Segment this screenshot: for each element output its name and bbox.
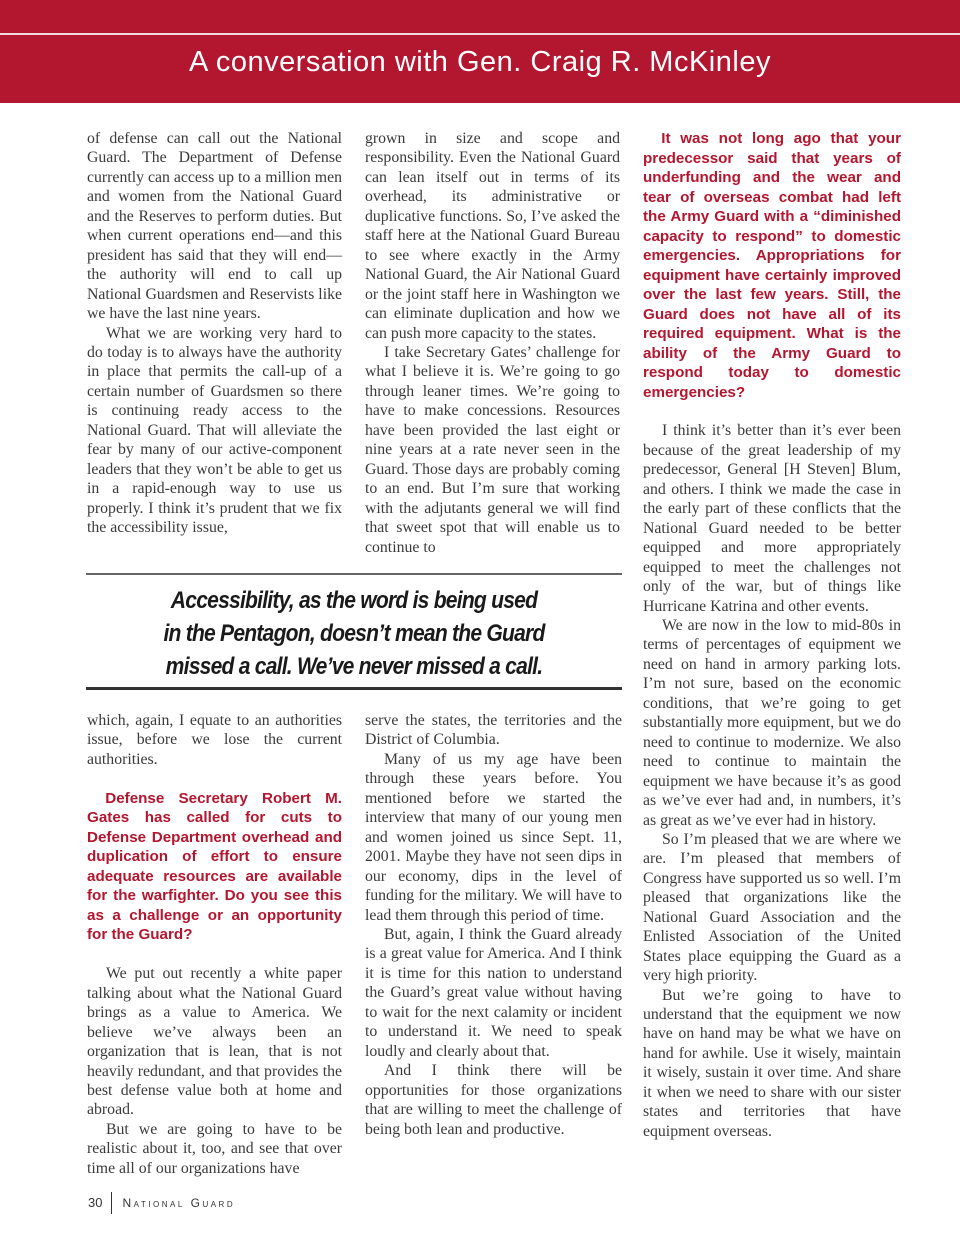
paragraph: And I think there will be opportunities for those organizations that are willing to meet the challenge of being both lean and productive. (365, 1062, 622, 1138)
column-3 (643, 129, 901, 1141)
paragraph: We are now in the low to mid-80s in terms of percentages of equipment we need on hand in armory parking lots. I’m not sure, based on the economic conditions, that we’re going to get substantially more equipment, but we do need to continue to modernize. We also need to continue to maintain the equipment we have because it’s as good as we’ve ever had and, in numbers, it’s as great as we’ve ever had in history. (643, 616, 901, 829)
column-2-top (365, 129, 620, 557)
page-footer (88, 1192, 235, 1214)
paragraph: But, again, I think the Guard already is a great value for America. And I think it is time for this nation to understand the Guard’s great value without having to wait for the next calamity or incident to understand it. We need to speak loudly and clearly about that. (365, 925, 622, 1060)
column-1-bottom (87, 711, 342, 1178)
pull-quote-bottom-rule (86, 687, 622, 690)
pull-quote-line: in the Pentagon, doesn’t mean the Guard (163, 620, 545, 647)
paragraph: grown in size and scope and responsibility. Even the National Guard can lean itself out in terms of its overhead, its administrative or duplicative functions. So, I’ve asked the staff here at the National Guard Bureau to see where exactly in the Army National Guard, the Air National Guard or the joint staff here in Washington we can eliminate duplication and how we can push more capacity to the states. (365, 130, 620, 342)
pull-quote-line: Accessibility, as the word is being used (170, 587, 538, 614)
pull-quote (124, 584, 585, 683)
paragraph: I take Secretary Gates’ challenge for what I believe it is. We’re going to go through leaner times. We’re going to have to make concessions. Resources have been provided the last eight or nine years at a rate never seen in the Guard. Those days are probably coming to an end. But I’m sure that working with the adjutants general we will find that sweet spot that will enable us to continue to (365, 343, 620, 556)
column-2-bottom (365, 711, 622, 1139)
paragraph: So I’m pleased that we are where we are. I’m pleased that members of Congress have supported us so well. I’m pleased that organizations like the National Guard Association and the Enlisted Association of the United States place equipping the Guard as a very high priority. (643, 830, 901, 985)
interview-question: Defense Secretary Robert M. Gates has called for cuts to Defense Department overhead and duplication of effort to ensure adequate resources are available for the warfighter. Do you see this as a challenge or an opportunity for the Guard? (87, 789, 342, 944)
pull-quote-line: missed a call. We’ve never missed a call. (165, 653, 543, 680)
column-1-top (87, 129, 342, 538)
page-title: A conversation with Gen. Craig R. McKinley (189, 46, 771, 78)
magazine-name: National Guard (122, 1196, 236, 1210)
footer-divider (111, 1192, 112, 1214)
paragraph: I think it’s better than it’s ever been because of the great leadership of my predecessor, General [H Steven] Blum, and others. I think we made the case in the early part of these conflicts that the National Guard needed to be better equipped and more appropriately equipped to meet the challenges not only of the war, but of things like Hurricane Katrina and other events. (643, 422, 901, 615)
header-divider (0, 33, 960, 35)
paragraph: which, again, I equate to an authorities issue, before we lose the current authorities. (87, 712, 342, 768)
page-number: 30 (88, 1195, 103, 1210)
paragraph: We put out recently a white paper talking about what the National Guard brings as a value to America. We believe we’ve always been an organization that is lean, that is not heavily redundant, and that provides the best defense value both at home and abroad. (87, 965, 342, 1119)
interview-question: It was not long ago that your predecessor said that years of underfunding and the wear and tear of overseas combat had left the Army Guard with a “diminished capacity to respond” to domestic emergencies. Appropriations for equipment have certainly improved over the last few years. Still, the Guard does not have all of its required equipment. What is the ability of the Army Guard to respond today to domestic emergencies? (643, 130, 901, 401)
paragraph: serve the states, the territories and the District of Columbia. (365, 712, 622, 749)
paragraph: Many of us my age have been through these years before. You mentioned before we started the interview that many of our young men and women joined us since Sept. 11, 2001. Maybe they have not seen dips in our economy, dips in the level of funding for the military. We will have to lead them through this period of time. (365, 750, 622, 924)
paragraph: of defense can call out the National Guard. The Department of Defense currently can access up to a million men and women from the National Guard and the Reserves to perform duties. But when current operations end—and this president has said that they will end—the authority will end to call up National Guardsmen and Reservists like we have the last nine years. (87, 130, 342, 323)
header-band (0, 0, 960, 103)
paragraph: What we are working very hard to do today is to always have the authority in place that permits the call-up of a certain number of Guardsmen so there is continuing ready access to the National Guard. That will alleviate the fear by many of our active-component leaders that they won’t be able to get us in a rapid-enough way to use us properly. I think it’s prudent that we fix the accessibility issue, (87, 324, 342, 537)
paragraph: But we’re going to have to understand that the equipment we now have on hand may be what we have on hand for awhile. Use it wisely, maintain it wisely, sustain it over time. And share it when we need to share with our sister states and territories that have equipment overseas. (643, 986, 901, 1140)
pull-quote-top-rule (86, 573, 622, 575)
paragraph: But we are going to have to be realistic about it, too, and see that over time all of our organizations have (87, 1120, 342, 1177)
